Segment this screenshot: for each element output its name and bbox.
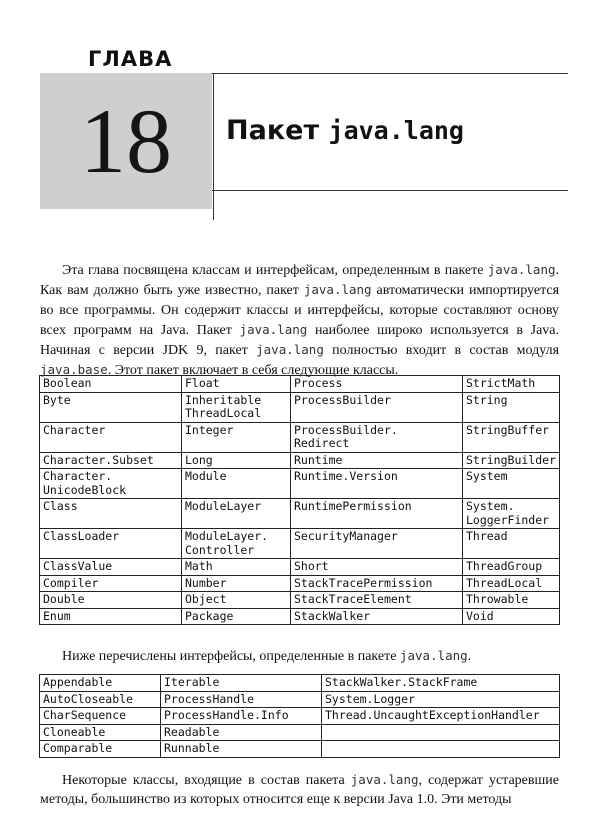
interfaces-cell: ProcessHandle.Info xyxy=(161,708,322,725)
interfaces-cell: Comparable xyxy=(40,741,161,758)
classes-cell: StringBuffer xyxy=(462,422,559,452)
classes-cell: Character. UnicodeBlock xyxy=(40,469,182,499)
interfaces-cell: StackWalker.StackFrame xyxy=(322,675,560,692)
chapter-title xyxy=(226,115,464,146)
classes-cell: Float xyxy=(181,376,290,393)
interfaces-cell: Thread.UncaughtExceptionHandler xyxy=(322,708,560,725)
interfaces-cell: Iterable xyxy=(161,675,322,692)
intro-text-1: Эта глава посвящена классам и интерфейсам, определенным в пакете xyxy=(62,263,484,278)
chapter-title-prefix: Пакет xyxy=(226,115,320,146)
classes-cell: Enum xyxy=(40,608,182,625)
classes-cell: Long xyxy=(181,452,290,469)
classes-cell: ProcessBuilder. Redirect xyxy=(290,422,462,452)
classes-cell: StackTraceElement xyxy=(290,592,462,609)
classes-row xyxy=(40,392,560,422)
interfaces-intro-text: Ниже перечислены интерфейсы, определенные в пакете xyxy=(62,649,397,664)
classes-cell: StringBuilder xyxy=(462,452,559,469)
heading-rule-top xyxy=(212,73,568,74)
intro-paragraph xyxy=(40,260,559,381)
classes-cell: Double xyxy=(40,592,182,609)
intro-text-5: полностью входит в состав модуля xyxy=(332,343,560,359)
classes-row xyxy=(40,452,560,469)
classes-cell: Throwable xyxy=(462,592,559,609)
heading-rule-bottom xyxy=(212,190,568,191)
classes-cell: Number xyxy=(181,575,290,592)
interfaces-intro-end: . xyxy=(467,649,472,664)
classes-cell: Process xyxy=(290,376,462,393)
chapter-number: 18 xyxy=(80,90,172,192)
interfaces-cell: CharSequence xyxy=(40,708,161,725)
interfaces-row xyxy=(40,708,560,725)
classes-cell: ClassValue xyxy=(40,559,182,576)
classes-cell: String xyxy=(462,392,559,422)
interfaces-intro xyxy=(62,646,562,666)
chapter-title-package: java.lang xyxy=(328,116,464,145)
classes-cell: Runtime.Version xyxy=(290,469,462,499)
classes-row xyxy=(40,529,560,559)
heading-divider-vertical xyxy=(213,73,214,220)
classes-cell: Object xyxy=(181,592,290,609)
interfaces-row xyxy=(40,741,560,758)
classes-cell: Module xyxy=(181,469,290,499)
intro-package-3: java.lang xyxy=(239,321,308,337)
intro-package-1: java.lang xyxy=(487,262,556,277)
interfaces-table xyxy=(39,674,560,758)
chapter-label: ГЛАВА xyxy=(88,47,173,71)
classes-cell: Inheritable ThreadLocal xyxy=(181,392,290,422)
classes-cell: Thread xyxy=(462,529,559,559)
closing-text-1: Некоторые классы, входящие в состав пакета xyxy=(62,773,345,788)
classes-cell: StrictMath xyxy=(462,376,559,393)
classes-table xyxy=(39,375,560,625)
classes-row xyxy=(40,592,560,609)
intro-text-2: . Как вам должно быть уже известно, пакет xyxy=(40,263,560,299)
classes-cell: Character.Subset xyxy=(40,452,182,469)
classes-row xyxy=(40,575,560,592)
intro-text-4: наиболее широко используется в Java. Начиная с версии JDK 9, пакет xyxy=(40,322,560,359)
classes-cell: Boolean xyxy=(40,376,182,393)
classes-cell: Math xyxy=(181,559,290,576)
classes-cell: ModuleLayer. Controller xyxy=(181,529,290,559)
interfaces-row xyxy=(40,724,560,741)
classes-cell: Runtime xyxy=(290,452,462,469)
interfaces-cell: Readable xyxy=(161,724,322,741)
classes-cell: Character xyxy=(40,422,182,452)
classes-cell: Class xyxy=(40,499,182,529)
interfaces-cell xyxy=(322,724,560,741)
classes-row xyxy=(40,376,560,393)
classes-cell: Integer xyxy=(181,422,290,452)
classes-cell: RuntimePermission xyxy=(290,499,462,529)
interfaces-cell: ProcessHandle xyxy=(161,691,322,708)
classes-row xyxy=(40,469,560,499)
intro-text-6: . Этот пакет включает в себя следующие классы. xyxy=(107,363,399,379)
interfaces-intro-package: java.lang xyxy=(399,648,468,663)
classes-cell: ProcessBuilder xyxy=(290,392,462,422)
classes-cell: ModuleLayer xyxy=(181,499,290,529)
classes-cell: ClassLoader xyxy=(40,529,182,559)
classes-cell: StackWalker xyxy=(290,608,462,625)
classes-row xyxy=(40,608,560,625)
interfaces-cell: AutoCloseable xyxy=(40,691,161,708)
intro-package-2: java.lang xyxy=(303,282,372,298)
closing-paragraph xyxy=(40,770,559,810)
intro-module: java.base xyxy=(40,362,108,378)
classes-row xyxy=(40,559,560,576)
classes-row xyxy=(40,422,560,452)
interfaces-row xyxy=(40,691,560,708)
classes-cell: Short xyxy=(290,559,462,576)
classes-cell: System xyxy=(462,469,559,499)
intro-package-4: java.lang xyxy=(256,342,324,358)
classes-cell: Byte xyxy=(40,392,182,422)
classes-cell: StackTracePermission xyxy=(290,575,462,592)
interfaces-cell: Appendable xyxy=(40,675,161,692)
classes-cell: Void xyxy=(462,608,559,625)
interfaces-row xyxy=(40,675,560,692)
classes-cell: ThreadGroup xyxy=(462,559,559,576)
classes-cell: System. LoggerFinder xyxy=(462,499,559,529)
interfaces-cell xyxy=(322,741,560,758)
closing-text-2: , содержат устаревшие методы, большинство из которых относится еще к версии Java 1.0. Эти методы xyxy=(40,773,559,808)
closing-package: java.lang xyxy=(350,772,419,787)
interfaces-cell: Runnable xyxy=(161,741,322,758)
classes-row xyxy=(40,499,560,529)
intro-text-3: автоматически импортируется во все программы. Он содержит классы и интерфейсы, которые составляют основу всех программ на Java. Пакет xyxy=(40,283,560,338)
classes-cell: Compiler xyxy=(40,575,182,592)
interfaces-cell: Cloneable xyxy=(40,724,161,741)
classes-cell: ThreadLocal xyxy=(462,575,559,592)
classes-cell: SecurityManager xyxy=(290,529,462,559)
classes-cell: Package xyxy=(181,608,290,625)
interfaces-cell: System.Logger xyxy=(322,691,560,708)
